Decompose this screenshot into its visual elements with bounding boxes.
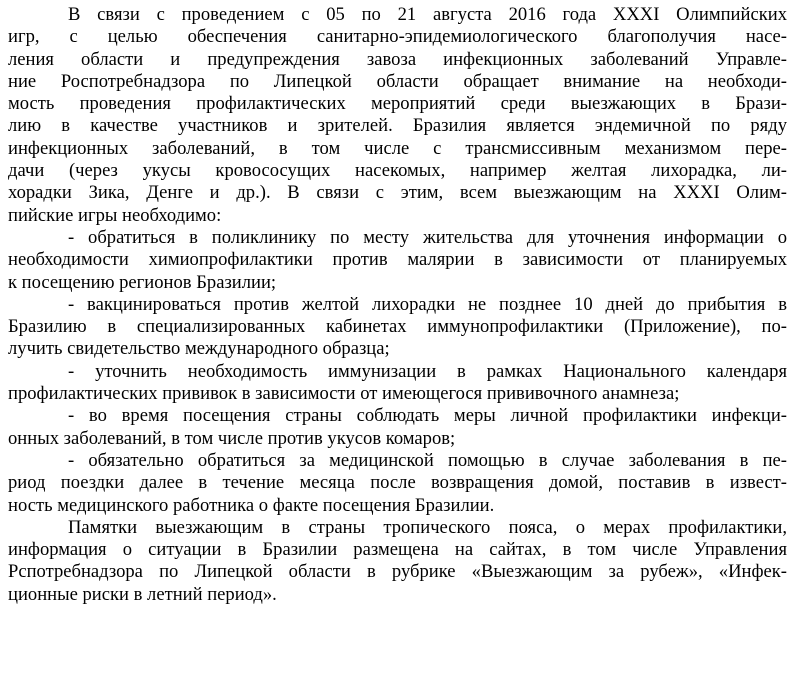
text-line: инфекционных заболеваний, в том числе с трансмиссивным механизмом пере- <box>8 137 787 159</box>
list-item-malaria-prophylaxis <box>8 227 787 294</box>
text-line: В связи с проведением с 05 по 21 августа 2016 года XXXI Олимпийских <box>68 4 787 25</box>
text-line: информация о ситуации в Бразилии размещена на сайтах, в том числе Управления <box>8 539 787 561</box>
text-line: необходимости химиопрофилактики против малярии в зависимости от планируемых <box>8 249 787 271</box>
text-line: хорадки Зика, Денге и др.). В связи с этим, всем выезжающим на XXXI Олим- <box>8 182 787 204</box>
text-line: лучить свидетельство международного образца; <box>8 338 390 360</box>
paragraph-intro <box>8 4 787 227</box>
text-line: лию в качестве участников и зрителей. Бразилия является эндемичной по ряду <box>8 115 787 137</box>
text-line: - вакцинироваться против желтой лихорадки не позднее 10 дней до прибытия в <box>68 293 787 315</box>
list-item-medical-help <box>8 450 787 517</box>
text-line: пийские игры необходимо: <box>8 204 222 226</box>
text-line: ционные риски в летний период». <box>8 583 277 605</box>
text-line: - уточнить необходимость иммунизации в рамках Национального календаря <box>68 360 787 382</box>
list-item-personal-prevention <box>8 405 787 450</box>
list-item-immunization-calendar <box>8 361 787 406</box>
text-line: мость проведения профилактических мероприятий среди выезжающих в Брази- <box>8 93 787 115</box>
text-line: дачи (через укусы кровососущих насекомых, например желтая лихорадка, ли- <box>8 160 787 182</box>
text-line: ние Роспотребнадзора по Липецкой области обращает внимание на необходи- <box>8 70 787 92</box>
text-line: Памятки выезжающим в страны тропического пояса, о мерах профилактики, <box>68 516 787 538</box>
text-line: - во время посещения страны соблюдать меры личной профилактики инфекци- <box>68 405 787 427</box>
text-line: - обратиться в поликлинику по месту жительства для уточнения информации о <box>68 226 787 248</box>
text-line: к посещению регионов Бразилии; <box>8 271 277 293</box>
text-line: ность медицинского работника о факте посещения Бразилии. <box>8 494 495 516</box>
list-item-yellow-fever-vaccination <box>8 294 787 361</box>
text-line: онных заболеваний, в том числе против укусов комаров; <box>8 427 456 449</box>
text-line: ления области и предупреждения завоза инфекционных заболеваний Управле- <box>8 48 787 70</box>
text-line: Рспотребнадзора по Липецкой области в рубрике «Выезжающим за рубеж», «Инфек- <box>8 561 787 583</box>
text-line: Бразилию в специализированных кабинетах иммунопрофилактики (Приложение), по- <box>8 316 787 338</box>
text-line: - обязательно обратиться за медицинской помощью в случае заболевания в пе- <box>68 449 787 471</box>
text-line: профилактических прививок в зависимости от имеющегося прививочного анамнеза; <box>8 383 680 405</box>
text-line: игр, с целью обеспечения санитарно-эпидемиологического благополучия насе- <box>8 26 787 48</box>
text-line: риод поездки далее в течение месяца после возвращения домой, поставив в извест- <box>8 472 787 494</box>
paragraph-closing <box>8 517 787 606</box>
